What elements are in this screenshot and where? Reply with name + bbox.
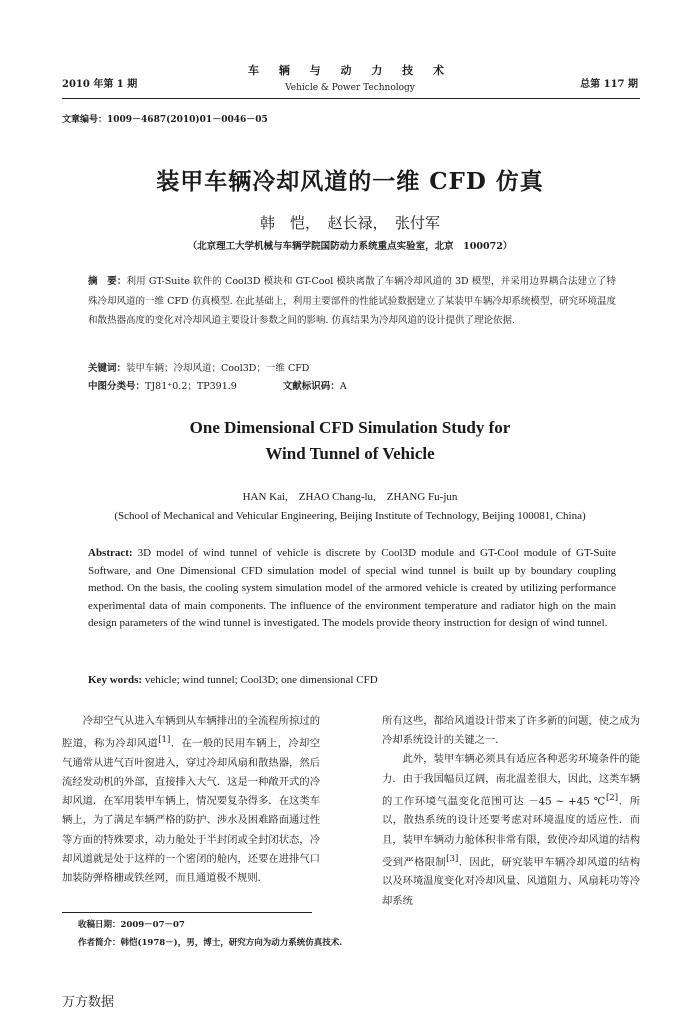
citation-ref: [1] xyxy=(158,735,171,746)
body-paragraph xyxy=(62,712,320,888)
keywords-cn-text: 装甲车辆；冷却风道；Cool3D；一维 CFD xyxy=(126,363,310,374)
body-text: 冷却空气从进入车辆到从车辆排出的全流程所掠过的腔道，称为冷却风道 xyxy=(62,715,320,750)
footnote-author-bio: 作者简介：韩恺(1978－)，男，博士，研究方向为动力系统仿真技术. xyxy=(78,938,343,948)
keywords-en xyxy=(88,674,616,686)
body-paragraph xyxy=(382,750,640,910)
abstract-cn xyxy=(88,272,616,331)
clc-value: TJ81⁺0.2；TP391.9 xyxy=(145,381,237,392)
body-text: 此外，装甲车辆必须具有适应各种恶劣环境条件的能力．由于我国幅员辽阔，南北温差很大，因此，这类车辆的工作环境气温变化范围可达 －45 ~ +45 ℃ xyxy=(382,753,640,808)
citation-ref: [2] xyxy=(605,792,619,803)
footnote-received-date: 收稿日期：2009－07－07 xyxy=(78,920,185,930)
title-en-line-2: Wind Tunnel of Vehicle xyxy=(265,444,435,463)
body-text: ．在一般的民用车辆上，冷却空气通常从进气百叶窗进入，穿过冷却风扇和散热器，然后流经发动机的外部，直接排入大气．这是一种敞开式的冷却风道．在军用装甲车辆上，情况要复杂得多．在这类车辆上，为了满足车辆严格的防护、涉水及困难路面通过性等方面的特殊要求，动力舱处于半封闭或全封闭状态，冷却风道就是处于这样的一个密闭的舱内，还要在进排气口加装防弹格栅或铁丝网，而且通道极不规则． xyxy=(62,737,321,885)
doc-code-value: A xyxy=(339,381,347,392)
keywords-en-text: vehicle; wind tunnel; Cool3D; one dimensional CFD xyxy=(142,674,378,686)
body-column-right xyxy=(382,712,640,911)
page-title-en xyxy=(0,415,700,467)
keywords-en-label: Key words: xyxy=(88,674,143,686)
authors-cn: 韩 恺， 赵长禄， 张付军 xyxy=(259,214,440,232)
affiliation-cn: （北京理工大学机械与车辆学院国防动力系统重点实验室，北京 100072） xyxy=(187,241,513,252)
article-number: 文章编号：1009－4687(2010)01－0046－05 xyxy=(62,115,268,125)
issue-label: 2010 年第 1 期 xyxy=(62,79,138,90)
header-rule xyxy=(62,98,640,99)
body-column-left xyxy=(62,712,320,888)
abstract-cn-text: 利用 GT-Suite 软件的 Cool3D 模块和 GT-Cool 模块离散了车辆冷却风道的 3D 模型，并采用边界耦合法建立了特殊冷却风道的一维 CFD 仿真模型. 在此基础上，利用主要部件的性能试验数据建立了某装甲车辆冷却系统模型，研究环境温度和散热器高度的变化对冷却风道主要设计参数之间的影响. 仿真结果为冷却风道的设计提供了理论依据. xyxy=(88,276,616,326)
abstract-en xyxy=(88,545,616,633)
body-text: ．所以，散热系统的设计还要考虑对环境温度的适应性．而且，装甲车辆动力舱体积非常有限，致使冷却风道的结构受到严格限制 xyxy=(382,795,641,869)
doc-code-label: 文献标识码： xyxy=(282,381,340,392)
keywords-cn-label: 关键词： xyxy=(88,363,127,374)
abstract-cn-label: 摘 要： xyxy=(88,276,127,287)
abstract-en-text: 3D model of wind tunnel of vehicle is discrete by Cool3D module and GT-Cool module of GT-Suite Software, and One Dimensional CFD simulation model of special wind tunnel is built up by boundary coupling method. On the basis, the cooling system simulation model of the armored vehicle is created by utilizing performance experimental data of main components. The influence of the environment temperature and radiator high on the main design parameters of the wind tunnel is investigated. The models provide theory instruction for design of wind tunnel. xyxy=(88,547,616,629)
authors-en: HAN Kai, ZHAO Chang-lu, ZHANG Fu-jun xyxy=(242,491,458,503)
watermark: 万方数据 xyxy=(62,995,115,1010)
total-issue-label: 总第 117 期 xyxy=(580,79,638,90)
journal-name-cn: 车 辆 与 动 力 技 术 xyxy=(248,64,452,77)
title-en-line-1: One Dimensional CFD Simulation Study for xyxy=(189,418,511,437)
page-title-cn: 装甲车辆冷却风道的一维 CFD 仿真 xyxy=(156,168,544,195)
affiliation-en: (School of Mechanical and Vehicular Engineering, Beijing Institute of Technology, Beijing 100081, China) xyxy=(114,510,586,522)
body-text: ．因此，研究装甲车辆冷却风道的结构以及环境温度变化对冷却风量、风道阻力、风扇耗功等冷却系统 xyxy=(382,856,641,907)
keywords-cn-block xyxy=(88,360,616,396)
footnote-rule xyxy=(62,912,312,913)
journal-name-en: Vehicle & Power Technology xyxy=(285,83,415,93)
body-paragraph: 所有这些，都给风道设计带来了许多新的问题，使之成为冷却系统设计的关键之一． xyxy=(382,715,640,747)
abstract-en-label: Abstract: xyxy=(88,547,133,559)
clc-label: 中图分类号： xyxy=(88,381,146,392)
citation-ref: [3] xyxy=(446,853,459,864)
